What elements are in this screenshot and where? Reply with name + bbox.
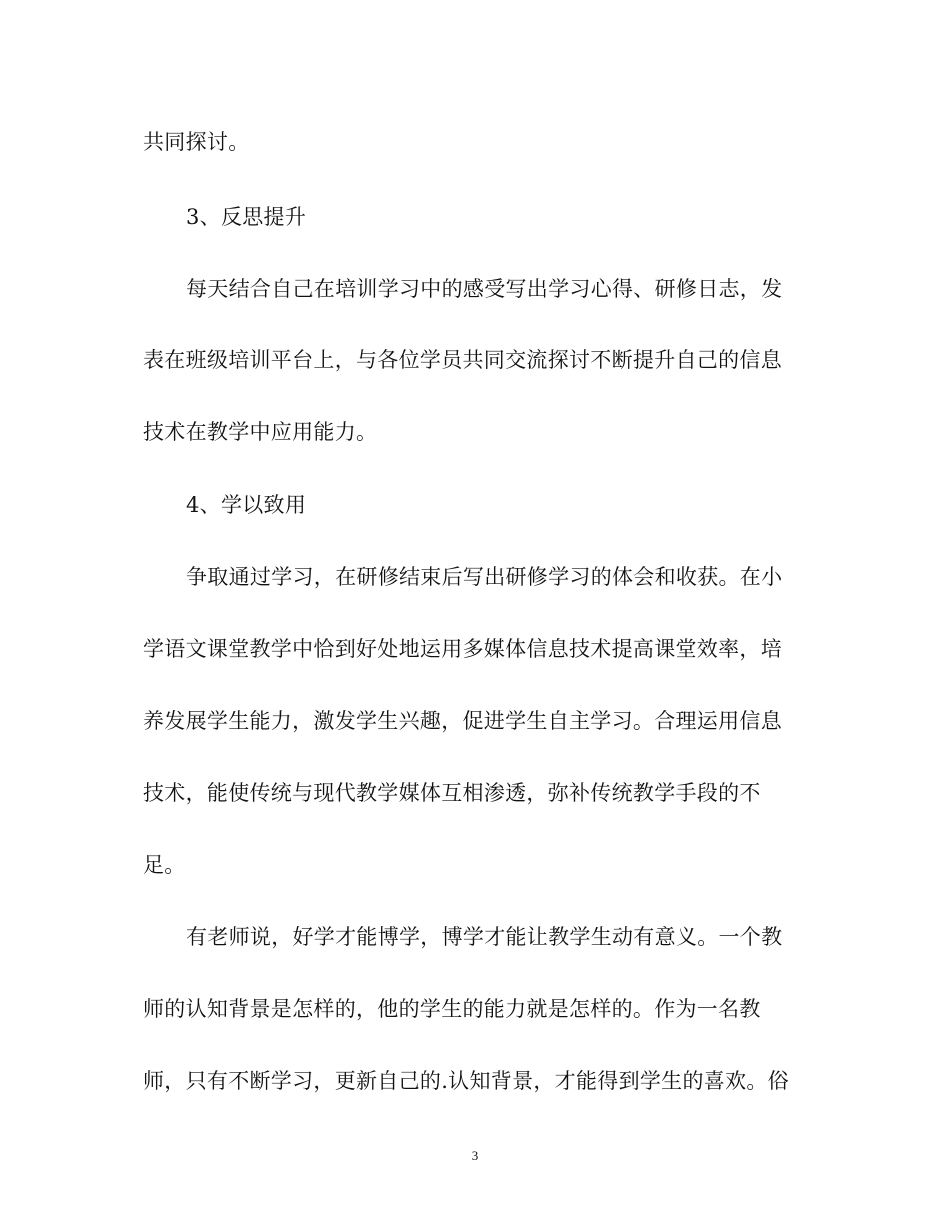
text-line: 技术在教学中应用能力。 (143, 420, 378, 444)
text-line: 共同探讨。 (143, 130, 250, 154)
section-heading: 3、反思提升 (186, 205, 307, 229)
text-line: 争取通过学习，在研修结束后写出研修学习的体会和收获。在小 (186, 565, 783, 589)
text-line: 有老师说，好学才能博学，博学才能让教学生动有意义。一个教 (186, 925, 783, 949)
page-number: 3 (471, 1148, 479, 1163)
text-line: 技术，能使传统与现代教学媒体互相渗透，弥补传统教学手段的不 (143, 781, 761, 805)
text-line: 师的认知背景是怎样的，他的学生的能力就是怎样的。作为一名教 (143, 997, 761, 1021)
text-line: 每天结合自己在培训学习中的感受写出学习心得、研修日志，发 (186, 277, 783, 301)
text-line: 师，只有不断学习，更新自己的.认知背景，才能得到学生的喜欢。俗 (143, 1069, 789, 1093)
text-line: 足。 (143, 853, 186, 877)
text-line: 学语文课堂教学中恰到好处地运用多媒体信息技术提高课堂效率，培 (143, 637, 782, 661)
text-line: 表在班级培训平台上，与各位学员共同交流探讨不断提升自己的信息 (143, 348, 782, 372)
text-line: 养发展学生能力，激发学生兴趣，促进学生自主学习。合理运用信息 (143, 709, 782, 733)
section-heading: 4、学以致用 (186, 493, 307, 517)
